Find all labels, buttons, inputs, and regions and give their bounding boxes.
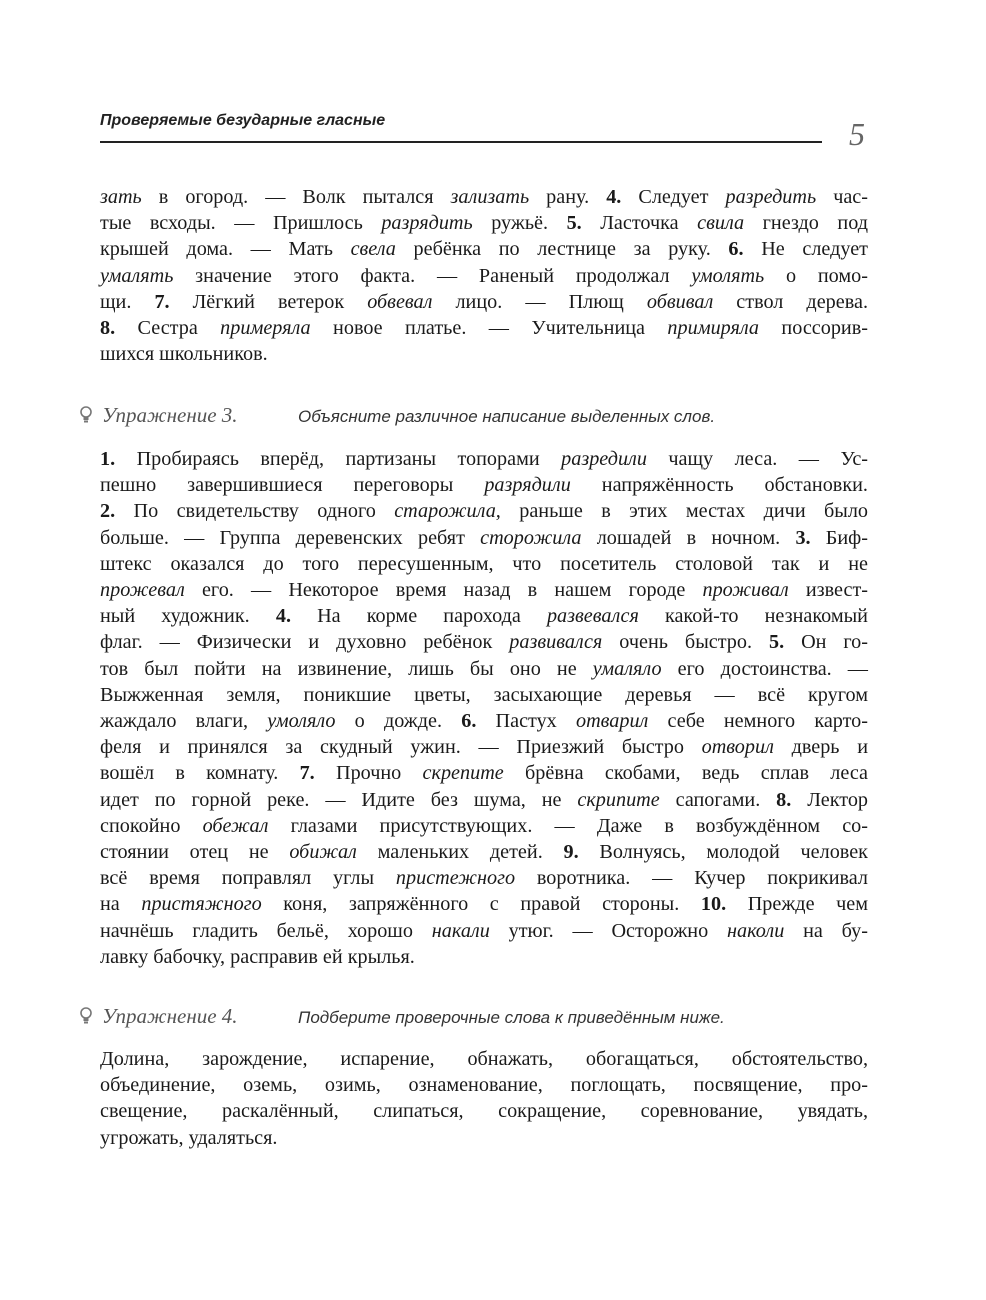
text-run: больше. — Группа деревенских ребят: [100, 526, 481, 549]
text-line: [100, 184, 868, 210]
item-number: 4.: [275, 605, 291, 628]
exercise-3-label: Упражнение 3.: [102, 403, 238, 427]
paragraph: [100, 1046, 868, 1151]
text-run: дверь и: [773, 736, 868, 759]
highlighted-word: отворил: [701, 736, 774, 759]
text-run: тые всходы. — Пришлось: [100, 212, 382, 235]
text-run: лавку бабочку, расправив ей крылья.: [100, 945, 415, 968]
paragraph: [100, 446, 868, 970]
exercise-4-text: [100, 1046, 868, 1151]
text-run: о дожде.: [335, 710, 462, 733]
text-run: себе немного карто-: [648, 710, 868, 733]
text-line: [100, 551, 868, 577]
highlighted-word: обижал: [289, 841, 357, 864]
exercise-4-label: Упражнение 4.: [102, 1004, 238, 1028]
text-run: Долина, зарождение, испарение, обнажать, обогащаться, обстоятельство,: [100, 1048, 868, 1070]
text-run: поссорив-: [759, 317, 868, 340]
text-line: [100, 236, 868, 262]
highlighted-word: зать: [100, 186, 142, 208]
text-line: [100, 263, 868, 289]
text-run: глазами присутствующих. — Даже в возбуждённом со-: [268, 814, 868, 837]
text-run: чащу леса. — Ус-: [646, 448, 868, 470]
page-number: 5: [849, 116, 865, 152]
text-run: объединение, оземь, озимь, ознаменование, поглощать, посвящение, про-: [100, 1074, 868, 1097]
text-line: [100, 708, 868, 734]
text-line: [100, 839, 868, 865]
item-number: 7.: [299, 762, 315, 785]
item-number: 5.: [566, 212, 582, 235]
highlighted-word: скрепите: [422, 762, 504, 785]
text-run: ребёнка по лестнице за руку.: [395, 238, 729, 261]
text-run: гнездо под: [744, 212, 868, 235]
highlighted-word: обвивал: [646, 290, 714, 313]
header-title: Проверяемые безударные гласные: [100, 112, 386, 129]
text-run: какой-то незнакомый: [638, 605, 868, 628]
highlighted-word: развевался: [546, 605, 639, 628]
text-run: ствол дерева.: [713, 290, 868, 313]
text-run: угрожать, удаляться.: [100, 1126, 278, 1149]
text-line: [100, 1125, 868, 1151]
text-run: Выжженная земля, поникшие цветы, засыхающие деревья — всё кругом: [100, 683, 868, 706]
text-run: его достоинства. —: [661, 657, 868, 680]
highlighted-word: разрядить: [381, 212, 473, 235]
text-run: вошёл в комнату.: [100, 762, 300, 785]
text-run: новое платье. — Учительница: [310, 317, 668, 340]
text-line: [100, 577, 868, 603]
highlighted-word: скрипите: [577, 788, 660, 811]
text-run: час-: [816, 186, 868, 208]
text-run: идет по горной реке. — Идите без шума, не: [100, 788, 578, 811]
text-run: По свидетельству одного: [115, 500, 395, 523]
text-line: [100, 865, 868, 891]
text-line: [100, 656, 868, 682]
highlighted-word: умолять: [691, 264, 765, 287]
text-run: Следует: [621, 186, 726, 208]
text-line: [100, 944, 868, 970]
text-run: Лектор: [791, 788, 869, 811]
text-run: коня, запряжённого с правой стороны.: [261, 893, 701, 916]
text-run: раньше в этих местах дичи было: [500, 500, 869, 523]
highlighted-word: прожевал: [100, 579, 185, 602]
text-line: [100, 472, 868, 498]
running-header: [100, 112, 822, 130]
text-run: На корме парохода: [290, 605, 547, 628]
text-run: рану.: [529, 186, 607, 208]
text-run: флаг. — Физически и духовно ребёнок: [100, 631, 510, 654]
text-line: [100, 682, 868, 708]
highlighted-word: старожила,: [394, 500, 501, 523]
text-line: [100, 525, 868, 551]
item-number: 1.: [100, 448, 116, 470]
text-line: [100, 1072, 868, 1098]
text-run: начнёшь гладить бельё, хорошо: [100, 919, 432, 942]
exercise-3-heading: [78, 402, 715, 428]
paragraph: [100, 184, 868, 367]
item-number: 3.: [795, 526, 811, 549]
text-run: Не следует: [743, 238, 868, 261]
text-line: [100, 603, 868, 629]
highlighted-word: свила: [697, 212, 745, 235]
text-line: [100, 734, 868, 760]
text-line: [100, 315, 868, 341]
highlighted-word: проживал: [702, 579, 789, 602]
highlighted-word: умалять: [100, 264, 174, 287]
text-run: лошадей в ночном.: [581, 526, 796, 549]
text-run: очень быстро.: [602, 631, 769, 654]
text-run: Ласточка: [581, 212, 698, 235]
text-run: Пробираясь вперёд, партизаны топорами: [115, 448, 562, 470]
text-line: [100, 787, 868, 813]
item-number: 5.: [768, 631, 785, 654]
item-number: 2.: [100, 500, 116, 523]
highlighted-word: обвевал: [367, 290, 433, 313]
highlighted-word: примеряла: [220, 317, 311, 340]
text-run: маленьких детей.: [356, 841, 564, 864]
exercise-3-task: Объясните различное написание выделенных слов.: [298, 407, 716, 426]
text-line: [100, 1046, 868, 1072]
text-run: стоянии отец не: [100, 841, 290, 864]
text-run: жаждало влаги,: [100, 710, 268, 733]
text-run: напряжённость обстановки.: [570, 474, 868, 497]
highlighted-word: пристяжного: [141, 893, 262, 916]
highlighted-word: наколи: [727, 919, 785, 942]
highlighted-word: сторожила: [480, 526, 582, 549]
text-run: щи.: [100, 290, 155, 313]
text-line: [100, 446, 868, 472]
highlighted-word: примиряла: [667, 317, 760, 340]
text-run: Волнуясь, молодой человек: [578, 841, 868, 864]
item-number: 8.: [100, 317, 116, 340]
text-run: утюг. — Осторожно: [489, 919, 728, 942]
text-line: [100, 813, 868, 839]
text-line: [100, 629, 868, 655]
text-run: крышей дома. — Мать: [100, 238, 351, 261]
text-run: извест-: [788, 579, 868, 602]
highlighted-word: пристежного: [395, 867, 516, 890]
highlighted-word: разрядили: [484, 474, 571, 497]
exercise-2-continuation: [100, 184, 868, 367]
item-number: 4.: [606, 186, 622, 208]
highlighted-word: умаляло: [592, 657, 662, 680]
text-run: значение этого факта. — Раненый продолжал: [173, 264, 692, 287]
text-run: тов был пойти на извинение, лишь бы оно не: [100, 657, 593, 680]
text-line: [100, 341, 868, 367]
highlighted-word: развивался: [509, 631, 603, 654]
text-line: [100, 760, 868, 786]
item-number: 8.: [776, 788, 792, 811]
text-run: феля и принялся за скудный ужин. — Приезжий быстро: [100, 736, 702, 759]
exercise-4-heading: [78, 1003, 725, 1029]
text-run: брёвна скобами, ведь сплав леса: [503, 762, 868, 785]
highlighted-word: разредили: [561, 448, 647, 470]
highlighted-word: отварил: [575, 710, 649, 733]
item-number: 10.: [700, 893, 727, 916]
item-number: 9.: [563, 841, 579, 864]
text-run: всё время поправлял углы: [100, 867, 396, 890]
text-run: Биф-: [810, 526, 868, 549]
highlighted-word: накали: [431, 919, 490, 942]
highlighted-word: умоляло: [267, 710, 336, 733]
item-number: 6.: [461, 710, 477, 733]
text-run: в огород. — Волк пытался: [141, 186, 451, 208]
text-line: [100, 891, 868, 917]
highlighted-word: зализать: [450, 186, 530, 208]
text-line: [100, 210, 868, 236]
highlighted-word: свела: [350, 238, 396, 261]
text-run: на: [100, 893, 142, 916]
text-run: ный художник.: [100, 605, 276, 628]
text-run: шихся школьников.: [100, 343, 268, 366]
text-run: лицо. — Плющ: [432, 290, 647, 313]
header-rule: [100, 141, 822, 143]
exercise-3-text: [100, 446, 868, 970]
text-run: Он го-: [784, 631, 869, 654]
text-line: [100, 918, 868, 944]
text-line: [100, 498, 868, 524]
text-run: пешно завершившиеся переговоры: [100, 474, 485, 497]
text-run: Прочно: [314, 762, 423, 785]
text-run: воротника. — Кучер покрикивал: [515, 867, 868, 890]
item-number: 6.: [728, 238, 744, 261]
text-line: [100, 289, 868, 315]
text-run: Сестра: [115, 317, 221, 340]
text-run: штекс оказался до того пересушенным, что посетитель столовой так и не: [100, 552, 868, 575]
text-run: свещение, раскалённый, слипаться, сокращение, соревнование, увядать,: [100, 1100, 868, 1123]
text-run: Пастух: [476, 710, 576, 733]
item-number: 7.: [154, 290, 170, 313]
highlighted-word: разредить: [725, 186, 817, 208]
lightbulb-icon: [78, 1006, 94, 1026]
text-run: сапогами.: [659, 788, 777, 811]
text-run: о помо-: [764, 264, 868, 287]
lightbulb-icon: [78, 405, 94, 425]
text-run: ружьё.: [472, 212, 567, 235]
text-run: на бу-: [784, 919, 869, 942]
text-run: его. — Некоторое время назад в нашем городе: [184, 579, 703, 602]
text-run: Лёгкий ветерок: [169, 290, 368, 313]
exercise-4-task: Подберите проверочные слова к приведённым ниже.: [298, 1008, 725, 1027]
text-run: Прежде чем: [726, 893, 869, 916]
text-run: спокойно: [100, 814, 203, 837]
text-line: [100, 1098, 868, 1124]
highlighted-word: обежал: [202, 814, 269, 837]
